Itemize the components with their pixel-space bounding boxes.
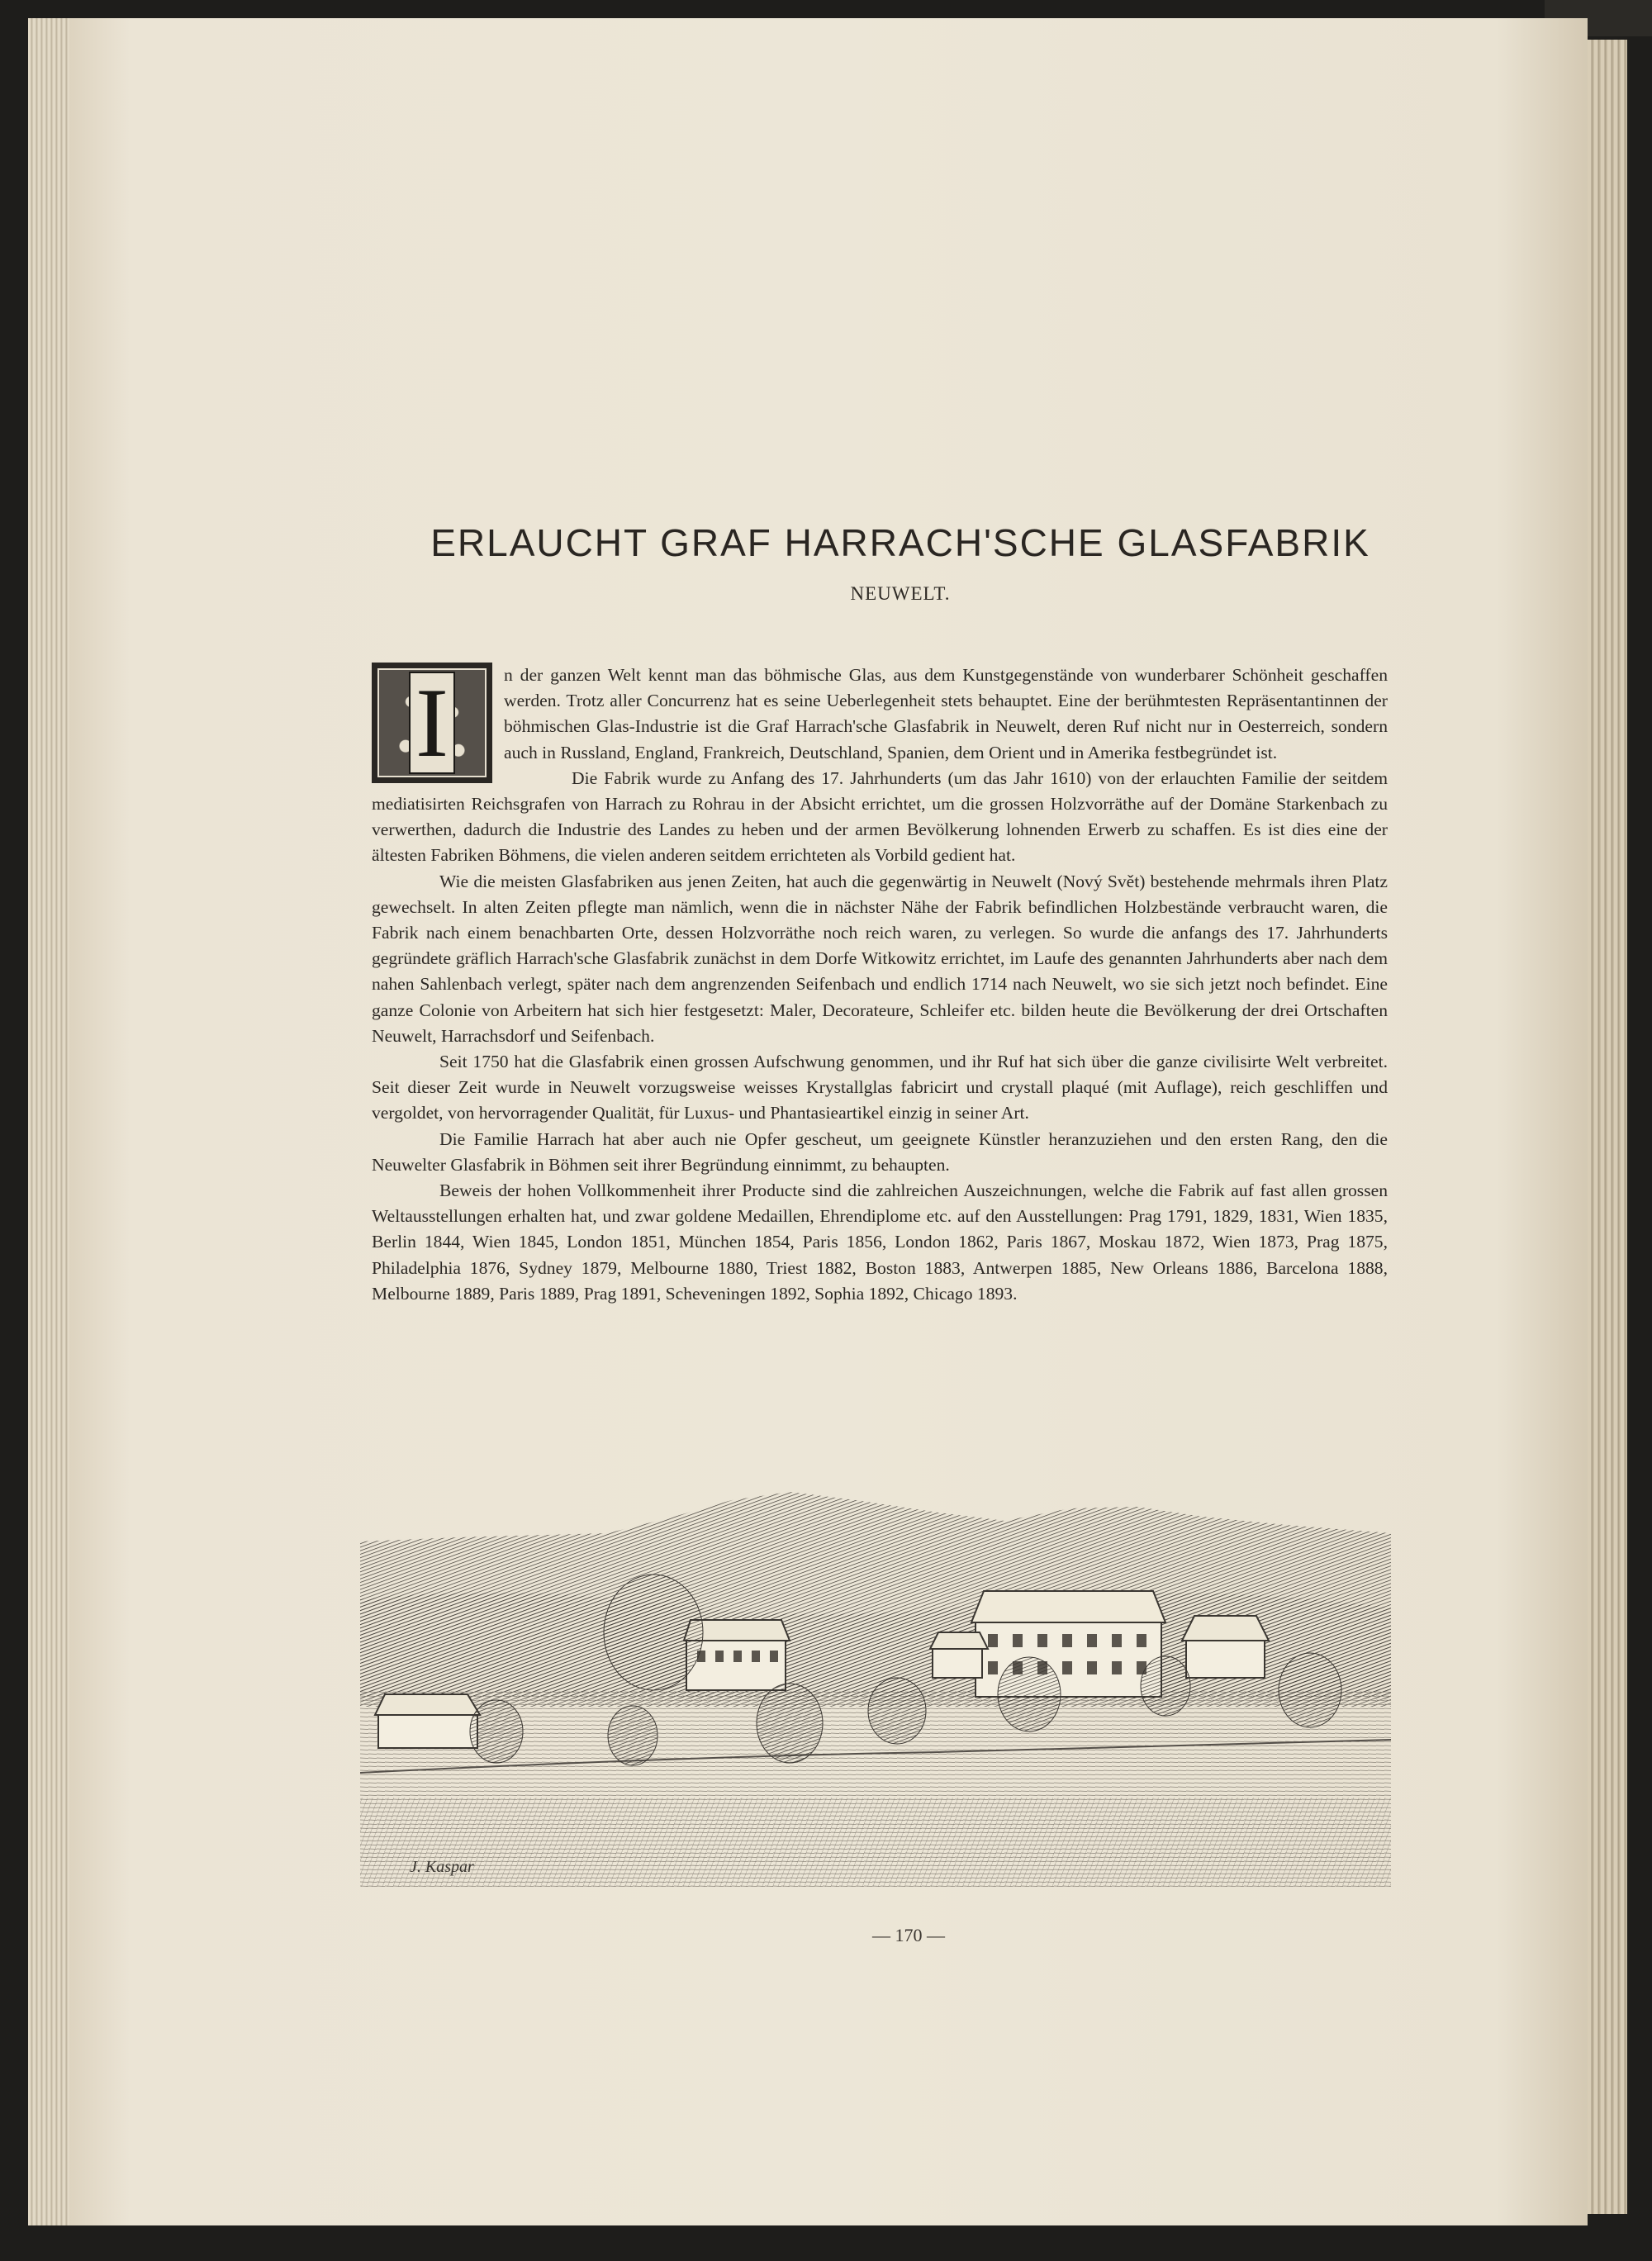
page-number: — 170 — — [872, 1925, 945, 1945]
factory-engraving — [360, 1484, 1391, 1887]
tree — [998, 1657, 1061, 1731]
tree — [608, 1706, 657, 1765]
paragraph: Beweis der hohen Vollkommenheit ihrer Producte sind die zahlreichen Auszeichnungen, welche die Fabrik auf fast allen grossen Weltausstellungen erhalten hat, und zwar goldene Medaillen, Ehrendiplome etc. auf den Ausstellungen: Prag 1791, 1829, 1831, Wien 1835, Berlin 1844, Wien 1845, London 1851, München 1854, Paris 1856, London 1862, Paris 1867, Moskau 1872, Wien 1873, Prag 1875, Philadelphia 1876, Sydney 1879, Melbourne 1880, Triest 1882, Boston 1883, Antwerpen 1885, New Orleans 1886, Barcelona 1888, Melbourne 1889, Paris 1889, Prag 1891, Scheveningen 1892, Sophia 1892, Chicago 1893. — [372, 1180, 1388, 1304]
house-right — [1182, 1616, 1269, 1678]
paragraph: Seit 1750 hat die Glasfabrik einen grossen Aufschwung genommen, und ihr Ruf hat sich über die ganze civilisirte Welt verbreitet. Seit dieser Zeit wurde in Neuwelt vorzugsweise weisses Krystallglas fabricirt und crystall plaqué (mit Auflage), reich geschliffen und vergoldet, von hervorragender Qualität, für Luxus- und Phantasieartikel einzig in seiner Art. — [372, 1052, 1388, 1123]
tree — [757, 1684, 823, 1763]
tree — [1279, 1653, 1341, 1727]
page-title: ERLAUCHT GRAF HARRACH'SCHE GLASFABRIK — [430, 521, 1370, 564]
house-small-center — [930, 1632, 988, 1678]
left-page-edges — [28, 18, 70, 2225]
right-page-edges — [1588, 40, 1627, 2214]
body-text — [372, 663, 1388, 1307]
engraver-signature: J. Kaspar — [410, 1858, 474, 1876]
page-subtitle: NEUWELT. — [850, 583, 951, 604]
drop-cap-ornament — [372, 663, 492, 783]
tree — [604, 1575, 703, 1690]
house-left — [375, 1694, 480, 1748]
tree — [470, 1700, 523, 1763]
paragraph: Die Familie Harrach hat aber auch nie Opfer gescheut, um geeignete Künstler heranzuziehen und den ersten Rang, den die Neuwelter Glasfabrik in Böhmen seit ihrer Begründung einnimmt, zu behaupten. — [372, 1128, 1388, 1175]
foreground-field — [360, 1798, 1391, 1887]
tree — [1141, 1656, 1190, 1716]
paragraph-text: n der ganzen Welt kennt man das böhmische Glas, aus dem Kunstgegenstände von wunderbarer Schönheit geschaffen werden. Trotz aller Concurrenz hat es seine Ueberlegenheit stets behauptet. Eine der berühmtesten Repräsentantinnen der böhmischen Glas-Industrie ist die Graf Harrach'sche Glasfabrik in Neuwelt, deren Ruf nicht nur in Oesterreich, sondern auch in Russland, England, Frankreich, Deutschland, Spanien, dem Orient und in Amerika festbegründet ist. — [504, 665, 1388, 762]
tree — [868, 1678, 926, 1744]
drop-cap-letter: I — [409, 672, 455, 774]
paragraph — [372, 663, 1388, 777]
paragraph: Wie die meisten Glasfabriken aus jenen Zeiten, hat auch die gegenwärtig in Neuwelt (Nový Svět) bestehende mehrmals ihren Platz gewechselt. In alten Zeiten pflegte man nämlich, wenn die in nächster Nähe der Fabrik befindlichen Holzbestände verbraucht waren, die Fabrik nach einem benachbarten Orte, dessen Holzvorräthe noch reich waren, zu verlegen. So wurde die anfangs des 17. Jahrhunderts gegründete gräflich Harrach'sche Glasfabrik zunächst in dem Dorfe Witkowitz errichtet, im Laufe des genannten Jahrhunderts aber nach dem nahen Sahlenbach verlegt, später nach dem angrenzenden Seifenbach und endlich 1714 nach Neuwelt, wo sie sich jetzt noch befindet. Eine ganze Colonie von Arbeitern hat sich hier festgesetzt: Maler, Decorateure, Schleifer etc. bilden heute die Bevölkerung der drei Ortschaften Neuwelt, Harrachsdorf und Seifenbach. — [372, 871, 1388, 1046]
paragraph: Die Fabrik wurde zu Anfang des 17. Jahrhunderts (um das Jahr 1610) von der erlauchten Familie der seitdem mediatisirten Reichsgrafen von Harrach zu Rohrau in der Absicht errichtet, um die grossen Holzvorräthe auf der Domäne Starkenbach zu verwerthen, dadurch die Industrie des Landes zu heben und der armen Bevölkerung lohnenden Erwerb zu schaffen. Es ist dies eine der ältesten Fabriken Böhmens, die vielen anderen seitdem errichteten als Vorbild gedient hat. — [372, 767, 1388, 866]
